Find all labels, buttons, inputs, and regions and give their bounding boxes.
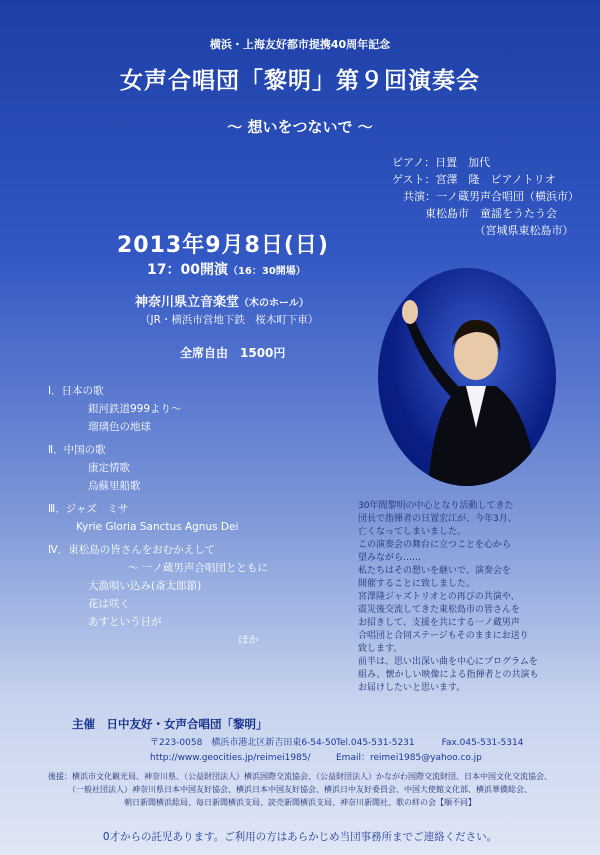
contact-info bbox=[150, 736, 570, 766]
venue-access: （JR・横浜市営地下鉄 桜木町下車） bbox=[140, 314, 319, 326]
message-line: お届けしたいと思います。 bbox=[358, 683, 466, 693]
message-line: 私たちはその想いを継いで、演奏会を bbox=[358, 566, 511, 576]
program-section-heading: Ⅱ．中国の歌 bbox=[48, 444, 106, 456]
performer-name: 一ノ蔵男声合唱団（横浜市） bbox=[436, 190, 579, 203]
program-section-heading: Ⅰ．日本の歌 bbox=[48, 385, 104, 397]
performer-name: 日置 加代 bbox=[435, 156, 491, 169]
conductor-photo-illustration bbox=[378, 268, 556, 486]
program-section-heading: Ⅳ．東松島の皆さんをおむかえして bbox=[48, 544, 216, 556]
performer-row bbox=[392, 171, 579, 188]
performer-name: 東松島市 童謡をうたう会 bbox=[392, 207, 557, 220]
venue-name: 神奈川県立音楽堂 bbox=[135, 295, 240, 310]
start-time: 17：00開演 bbox=[147, 262, 228, 278]
event-date: 2013年9月8日(日) bbox=[117, 233, 329, 258]
organizer-address: 〒223-0058 横浜市港北区新吉田東6-54-50 bbox=[150, 738, 337, 748]
message-line: 望みながら…… bbox=[358, 553, 422, 563]
message-line: 亡くなってしまいました。 bbox=[358, 527, 467, 537]
contact-row bbox=[150, 736, 570, 751]
performer-role: ピアノ： bbox=[392, 156, 436, 169]
program-item: 大漁唄い込み(斎太郎節) bbox=[88, 580, 202, 592]
program-item: あすという日が bbox=[88, 616, 162, 628]
childcare-note: 0才からの託児あります。ご利用の方はあらかじめ当団事務所までご連絡ください。 bbox=[102, 831, 498, 843]
program-item: 銀河鉄道999より～ bbox=[88, 403, 182, 415]
concert-title: 女声合唱団「黎明」第９回演奏会 bbox=[120, 68, 480, 94]
program-item: Kyrie Gloria Sanctus Agnus Dei bbox=[76, 521, 239, 533]
contact-row bbox=[150, 751, 570, 766]
program-item: 烏蘇里船歌 bbox=[88, 480, 141, 492]
message-line: 前半は、思い出深い曲を中心にプログラムを bbox=[358, 657, 538, 667]
organizer-email-link[interactable]: Email：reimei1985@yahoo.co.jp bbox=[336, 753, 482, 763]
support-credits bbox=[0, 770, 600, 809]
message-line: 30年間黎明の中心となり活動してきた bbox=[358, 501, 514, 511]
program-item: ほか bbox=[238, 634, 259, 646]
program-item: ～ 一ノ蔵男声合唱団とともに bbox=[128, 562, 268, 574]
message-paragraph bbox=[358, 500, 580, 695]
program-list bbox=[48, 382, 378, 649]
support-line: 朝日新聞横浜総局、毎日新聞横浜支局、読売新聞横浜支局、神奈川新聞社、歌の絆の会【順不同】 bbox=[124, 798, 476, 807]
performer-row bbox=[392, 188, 579, 205]
message-line: 宮澤隆ジャズトリオとの再びの共演や、 bbox=[358, 592, 520, 602]
performer-row bbox=[392, 205, 579, 222]
hall-name: （木のホール） bbox=[239, 298, 309, 309]
support-line: （一般社団法人）神奈川県日本中国友好協会、横浜日本中国友好協会、横浜日中友好委員会、中国大使館文化部、横浜華僑総会、 bbox=[68, 785, 532, 794]
performer-name: 宮澤 隆 ピアノトリオ bbox=[435, 173, 556, 186]
event-time bbox=[147, 259, 306, 279]
performer-role: 共演： bbox=[392, 190, 436, 203]
message-line: 開催することに致しました。 bbox=[358, 579, 476, 589]
organizer-phone-fax: Tel.045-531-5231 Fax.045-531-5314 bbox=[336, 738, 524, 748]
conductor-photo bbox=[378, 268, 556, 486]
program-item: 花は咲く bbox=[88, 598, 130, 610]
message-line: 合唱団と合同ステージもそのままにお送り bbox=[358, 631, 529, 641]
ticket-price: 全席自由 1500円 bbox=[180, 346, 286, 360]
anniversary-subtitle: 横浜・上海友好都市提携40周年記念 bbox=[209, 38, 391, 51]
performer-role: ゲスト： bbox=[392, 173, 436, 186]
program-section-heading: Ⅲ．ジャズ ミサ bbox=[48, 503, 129, 515]
doors-time: （16：30開場） bbox=[227, 266, 306, 277]
tagline: ～ 想いをつないで ～ bbox=[227, 118, 373, 136]
organizer-label: 主催 日中友好・女声合唱団「黎明」 bbox=[72, 717, 268, 731]
message-line: 団長で指揮者の日置宏江が、今年3月、 bbox=[358, 514, 517, 524]
performer-name: （宮城県東松島市） bbox=[392, 224, 574, 237]
program-item: 瑠璃色の地球 bbox=[88, 421, 151, 433]
message-line: この演奏会の舞台に立つことを心から bbox=[358, 540, 512, 550]
program-item: 康定情歌 bbox=[88, 462, 130, 474]
message-line: 致します。 bbox=[358, 644, 403, 654]
venue bbox=[135, 291, 309, 310]
support-line: 後援：横浜市文化観光局、神奈川県、（公益財団法人）横浜国際交流協会、（公益財団法人）かながわ国際交流財団、日本中国文化交流協会、 bbox=[48, 772, 552, 781]
performer-row bbox=[392, 222, 579, 239]
message-line: 組み、懐かしい映像による指揮者との共演も bbox=[358, 670, 539, 680]
performers-list bbox=[392, 154, 579, 239]
message-line: お招きして、支援を共にする一ノ蔵男声 bbox=[358, 618, 520, 628]
performer-row bbox=[392, 154, 579, 171]
organizer-url-link[interactable]: http://www.geocities.jp/reimei1985/ bbox=[150, 753, 311, 763]
message-line: 震災後交流してきた東松島市の皆さんを bbox=[358, 605, 521, 615]
